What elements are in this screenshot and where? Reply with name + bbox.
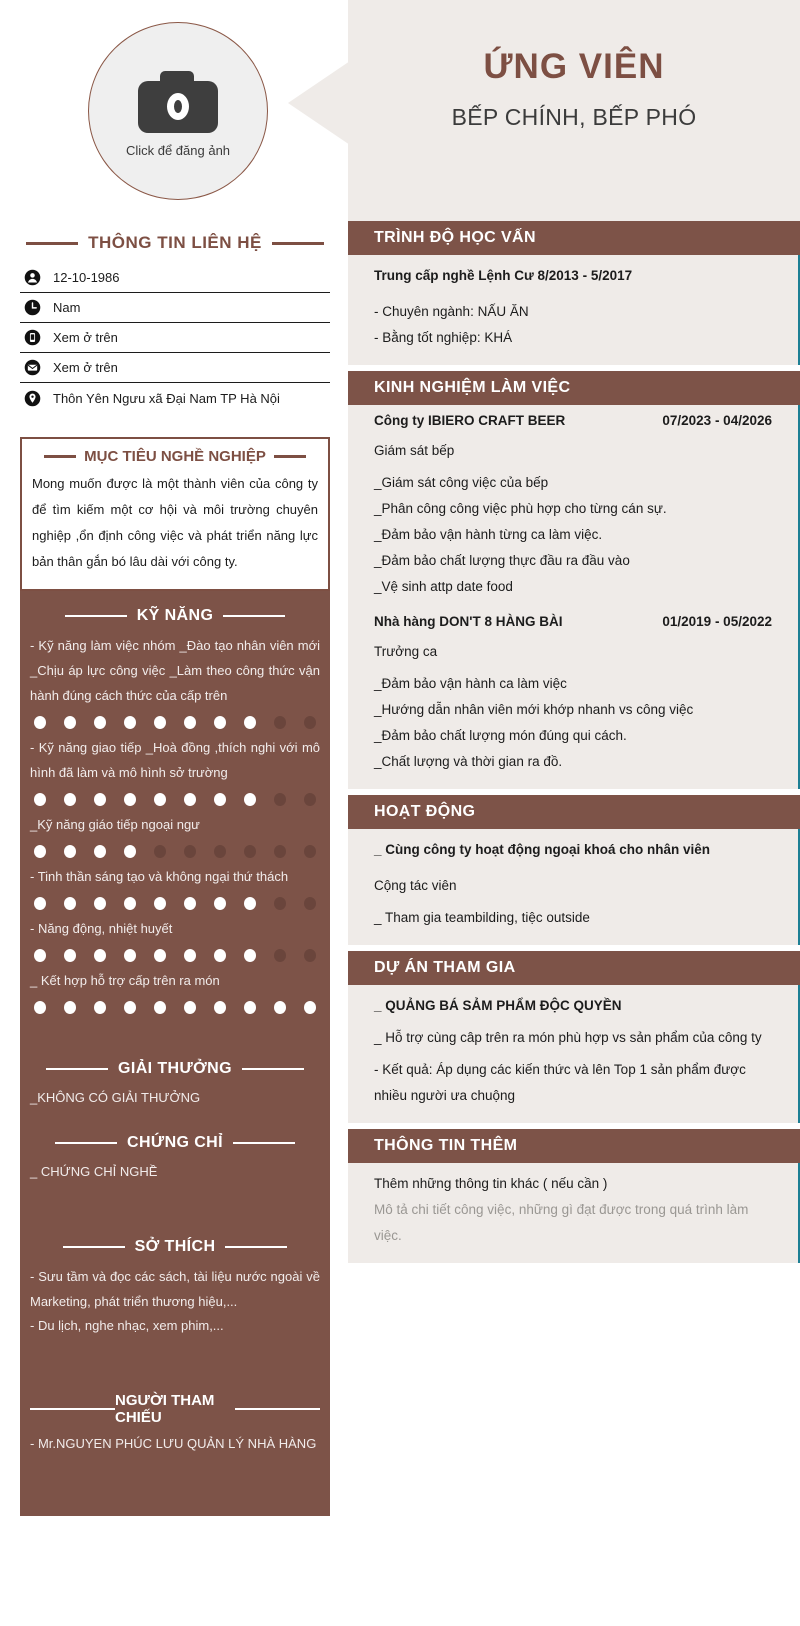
person-icon bbox=[24, 269, 41, 286]
photo-upload-button[interactable] bbox=[88, 22, 268, 200]
rating-dot[interactable] bbox=[34, 1001, 46, 1014]
rating-dot[interactable] bbox=[214, 845, 226, 858]
activity-line[interactable]: _ Tham gia teambilding, tiệc outside bbox=[374, 910, 590, 925]
education-school[interactable]: Trung cấp nghề Lệnh Cư 8/2013 - 5/2017 bbox=[374, 268, 633, 283]
rating-dot[interactable] bbox=[304, 1001, 316, 1014]
skill-item[interactable] bbox=[30, 968, 320, 1014]
rating-dot[interactable] bbox=[274, 949, 286, 962]
rating-dot[interactable] bbox=[214, 793, 226, 806]
objective-heading bbox=[32, 439, 318, 471]
rating-dot[interactable] bbox=[304, 897, 316, 910]
job-date[interactable]: 01/2019 - 05/2022 bbox=[662, 614, 772, 629]
rating-dot[interactable] bbox=[244, 845, 256, 858]
additional-line[interactable]: Thêm những thông tin khác ( nếu cần ) bbox=[374, 1176, 608, 1191]
sidebar-brown-panel bbox=[20, 591, 330, 1516]
rating-dot[interactable] bbox=[64, 949, 76, 962]
skill-item[interactable] bbox=[30, 735, 320, 806]
contact-value: Nam bbox=[53, 300, 81, 315]
rating-dot[interactable] bbox=[124, 845, 136, 858]
skill-label: - Tinh thần sáng tạo và không ngại thứ thách bbox=[30, 869, 289, 884]
rating-dot[interactable] bbox=[94, 949, 106, 962]
job-duty[interactable]: _Đảm bảo vận hành từng ca làm việc. bbox=[374, 527, 603, 542]
rule-left bbox=[44, 455, 76, 458]
job-duty[interactable]: _Đảm bảo chất lượng món đúng qui cách. bbox=[374, 728, 627, 743]
job-date[interactable]: 07/2023 - 04/2026 bbox=[662, 413, 772, 428]
projects-section bbox=[348, 985, 800, 1123]
rating-dot[interactable] bbox=[124, 897, 136, 910]
rating-dot[interactable] bbox=[94, 716, 106, 729]
rule-right bbox=[223, 615, 285, 617]
education-line[interactable]: - Chuyên ngành: NẤU ĂN bbox=[374, 304, 529, 319]
rating-dot[interactable] bbox=[64, 793, 76, 806]
rating-dot[interactable] bbox=[34, 716, 46, 729]
activities-section bbox=[348, 829, 800, 945]
rating-dot[interactable] bbox=[154, 716, 166, 729]
rating-dot[interactable] bbox=[154, 1001, 166, 1014]
camera-icon bbox=[138, 71, 218, 133]
rating-dot[interactable] bbox=[124, 1001, 136, 1014]
rating-dot[interactable] bbox=[124, 949, 136, 962]
job-company[interactable]: Công ty IBIERO CRAFT BEER bbox=[374, 413, 566, 428]
rating-dot[interactable] bbox=[184, 716, 196, 729]
rating-dot[interactable] bbox=[34, 897, 46, 910]
rating-dot[interactable] bbox=[94, 793, 106, 806]
certificates-heading bbox=[30, 1124, 320, 1160]
job-duty[interactable]: _Vệ sinh attp date food bbox=[374, 579, 513, 594]
rule-right bbox=[274, 455, 306, 458]
rating-dot[interactable] bbox=[34, 949, 46, 962]
rating-dot[interactable] bbox=[64, 1001, 76, 1014]
rating-dot[interactable] bbox=[274, 716, 286, 729]
job-role[interactable]: Giám sát bếp bbox=[374, 443, 455, 458]
rating-dot[interactable] bbox=[64, 716, 76, 729]
contact-list bbox=[20, 263, 330, 413]
rating-dot[interactable] bbox=[244, 897, 256, 910]
contact-heading bbox=[20, 221, 330, 261]
objective-heading-label: MỤC TIÊU NGHỀ NGHIỆP bbox=[84, 448, 266, 465]
project-line[interactable]: _ Hỗ trợ cùng câp trên ra món phù hợp vs sản phẩm của công ty bbox=[374, 1030, 762, 1045]
rating-dot[interactable] bbox=[244, 1001, 256, 1014]
cv-header bbox=[0, 0, 800, 221]
reference-heading bbox=[30, 1382, 320, 1432]
job-duty[interactable]: _Giám sát công việc của bếp bbox=[374, 475, 549, 490]
awards-heading-label: GIẢI THƯỞNG bbox=[118, 1060, 232, 1077]
experience-section bbox=[348, 405, 800, 789]
skill-label: _Kỹ năng giáo tiếp ngoại ngư bbox=[30, 817, 200, 832]
rating-dot[interactable] bbox=[64, 897, 76, 910]
awards-item[interactable]: _KHÔNG CÓ GIẢI THƯỞNG bbox=[30, 1090, 201, 1105]
rating-dot[interactable] bbox=[244, 793, 256, 806]
hobbies-heading-label: SỞ THÍCH bbox=[134, 1238, 216, 1255]
skills-heading-label: KỸ NĂNG bbox=[136, 607, 214, 624]
rule-right bbox=[272, 242, 324, 245]
additional-heading: THÔNG TIN THÊM bbox=[348, 1129, 800, 1163]
photo-upload-label: Click để đăng ảnh bbox=[125, 142, 231, 158]
contact-value: Xem ở trên bbox=[53, 360, 118, 375]
rule-right bbox=[233, 1142, 295, 1144]
rating-dot[interactable] bbox=[304, 845, 316, 858]
rating-dot[interactable] bbox=[94, 897, 106, 910]
rating-dot[interactable] bbox=[64, 845, 76, 858]
reference-heading-label: NGƯỜI THAM CHIẾU bbox=[115, 1392, 215, 1426]
contact-row-birthdate[interactable] bbox=[20, 263, 330, 293]
rating-dot[interactable] bbox=[94, 845, 106, 858]
additional-placeholder[interactable]: Mô tả chi tiết công việc, những gì đạt được trong quá trình làm việc. bbox=[374, 1202, 749, 1243]
rating-dot[interactable] bbox=[154, 949, 166, 962]
page-title: ỨNG VIÊN bbox=[483, 47, 665, 86]
rule-left bbox=[55, 1142, 117, 1144]
job-duty[interactable]: _Đảm bảo chất lượng thực đầu ra đầu vào bbox=[374, 553, 630, 568]
objective-section bbox=[20, 437, 330, 591]
rule-left bbox=[30, 1408, 115, 1410]
rating-dot[interactable] bbox=[304, 949, 316, 962]
job-company[interactable]: Nhà hàng DON'T 8 HÀNG BÀI bbox=[374, 614, 563, 629]
rating-dot[interactable] bbox=[184, 793, 196, 806]
education-line[interactable]: - Bằng tốt nghiệp: KHÁ bbox=[374, 330, 513, 345]
job-header bbox=[374, 413, 772, 428]
additional-section bbox=[348, 1163, 800, 1263]
skill-rating[interactable] bbox=[30, 949, 320, 962]
rating-dot[interactable] bbox=[214, 949, 226, 962]
rating-dot[interactable] bbox=[184, 897, 196, 910]
rating-dot[interactable] bbox=[184, 845, 196, 858]
rating-dot[interactable] bbox=[214, 1001, 226, 1014]
rating-dot[interactable] bbox=[214, 716, 226, 729]
hobby-item[interactable]: - Sưu tầm và đọc các sách, tài liệu nước ngoài về Marketing, phát triển thương hiệu,... bbox=[30, 1269, 320, 1309]
skill-rating[interactable] bbox=[30, 793, 320, 806]
activity-title[interactable]: _ Cùng công ty hoạt động ngoại khoá cho nhân viên bbox=[374, 842, 711, 857]
page-subtitle: BẾP CHÍNH, BẾP PHÓ bbox=[451, 104, 697, 130]
skill-rating[interactable] bbox=[30, 716, 320, 729]
hobbies-heading bbox=[30, 1228, 320, 1264]
rating-dot[interactable] bbox=[184, 1001, 196, 1014]
education-heading: TRÌNH ĐỘ HỌC VẤN bbox=[348, 221, 800, 255]
rule-left bbox=[26, 242, 78, 245]
rating-dot[interactable] bbox=[274, 845, 286, 858]
rating-dot[interactable] bbox=[304, 793, 316, 806]
banner-arrow bbox=[288, 61, 350, 145]
contact-value: Thôn Yên Ngưu xã Đại Nam TP Hà Nội bbox=[53, 390, 280, 406]
envelope-icon bbox=[24, 359, 41, 376]
rating-dot[interactable] bbox=[214, 897, 226, 910]
rule-right bbox=[225, 1246, 287, 1248]
phone-icon bbox=[24, 329, 41, 346]
rating-dot[interactable] bbox=[154, 793, 166, 806]
reference-item[interactable]: - Mr.NGUYEN PHÚC LƯU QUẢN LÝ NHÀ HÀNG bbox=[30, 1436, 317, 1451]
skill-label: _ Kết hợp hỗ trợ cấp trên ra món bbox=[30, 973, 220, 988]
objective-text[interactable]: Mong muốn được là một thành viên của công ty để tìm kiếm một cơ hội và môi trường chuyên nghiệp ,ổn định công việc và phát triển năng lực bản thân gắn bó lâu dài với công ty. bbox=[32, 476, 318, 569]
certificates-heading-label: CHỨNG CHỈ bbox=[127, 1134, 223, 1151]
rating-dot[interactable] bbox=[34, 845, 46, 858]
contact-value: Xem ở trên bbox=[53, 330, 118, 345]
rule-left bbox=[46, 1068, 108, 1070]
rating-dot[interactable] bbox=[124, 793, 136, 806]
certificates-item[interactable]: _ CHỨNG CHỈ NGHỀ bbox=[30, 1164, 158, 1179]
job-duty[interactable]: _Hướng dẫn nhân viên mới khớp nhanh vs công việc bbox=[374, 702, 694, 717]
rating-dot[interactable] bbox=[34, 793, 46, 806]
activity-role[interactable]: Cộng tác viên bbox=[374, 878, 457, 893]
hobby-item[interactable]: - Du lịch, nghe nhạc, xem phim,... bbox=[30, 1318, 224, 1333]
skill-item[interactable] bbox=[30, 916, 320, 962]
skill-label: - Năng động, nhiệt huyết bbox=[30, 921, 173, 936]
contact-row-address[interactable] bbox=[20, 383, 330, 413]
job-role[interactable]: Trưởng ca bbox=[374, 644, 438, 659]
skill-item[interactable] bbox=[30, 864, 320, 910]
skills-heading bbox=[30, 597, 320, 633]
contact-row-gender[interactable] bbox=[20, 293, 330, 323]
rating-dot[interactable] bbox=[94, 1001, 106, 1014]
rating-dot[interactable] bbox=[154, 897, 166, 910]
skill-label: - Kỹ năng làm việc nhóm _Đào tạo nhân viên mới _Chịu áp lực công việc _Làm theo công thức vận hành đúng cách thức của cấp trên bbox=[30, 638, 320, 703]
contact-row-phone[interactable] bbox=[20, 323, 330, 353]
experience-heading: KINH NGHIỆM LÀM VIỆC bbox=[348, 371, 800, 405]
project-title[interactable]: _ QUẢNG BÁ SẢM PHẨM ĐỘC QUYỀN bbox=[374, 998, 622, 1013]
rule-right bbox=[242, 1068, 304, 1070]
job-header bbox=[374, 614, 772, 629]
main-column bbox=[348, 221, 800, 1263]
location-pin-icon bbox=[24, 390, 41, 407]
rating-dot[interactable] bbox=[274, 897, 286, 910]
rule-left bbox=[65, 615, 127, 617]
sidebar bbox=[20, 221, 330, 1516]
skill-rating[interactable] bbox=[30, 845, 320, 858]
rating-dot[interactable] bbox=[184, 949, 196, 962]
contact-heading-label: THÔNG TIN LIÊN HỆ bbox=[88, 233, 262, 252]
rating-dot[interactable] bbox=[304, 716, 316, 729]
project-line[interactable]: - Kết quả: Áp dụng các kiến thức và lên Top 1 sản phẩm được nhiều người ưa chuộng bbox=[374, 1062, 746, 1103]
rating-dot[interactable] bbox=[124, 716, 136, 729]
rating-dot[interactable] bbox=[274, 793, 286, 806]
skill-item[interactable] bbox=[30, 812, 320, 858]
rating-dot[interactable] bbox=[244, 716, 256, 729]
education-section bbox=[348, 255, 800, 365]
projects-heading: DỰ ÁN THAM GIA bbox=[348, 951, 800, 985]
skill-label: - Kỹ năng giao tiếp _Hoà đồng ,thích nghi với mô hình đã làm và mô hình sở trường bbox=[30, 740, 320, 780]
rating-dot[interactable] bbox=[274, 1001, 286, 1014]
awards-heading bbox=[30, 1050, 320, 1086]
activities-heading: HOẠT ĐỘNG bbox=[348, 795, 800, 829]
job-duty[interactable]: _Đảm bảo vận hành ca làm việc bbox=[374, 676, 567, 691]
rule-right bbox=[235, 1408, 320, 1410]
rating-dot[interactable] bbox=[244, 949, 256, 962]
skill-rating[interactable] bbox=[30, 897, 320, 910]
contact-row-email[interactable] bbox=[20, 353, 330, 383]
skill-rating[interactable] bbox=[30, 1001, 320, 1014]
clock-icon bbox=[24, 299, 41, 316]
contact-value: 12-10-1986 bbox=[53, 270, 120, 285]
rating-dot[interactable] bbox=[154, 845, 166, 858]
skill-item[interactable] bbox=[30, 633, 320, 729]
job-duty[interactable]: _Phân công công việc phù hợp cho từng cán sự. bbox=[374, 501, 667, 516]
rule-left bbox=[63, 1246, 125, 1248]
job-duty[interactable]: _Chất lượng và thời gian ra đồ. bbox=[374, 754, 563, 769]
